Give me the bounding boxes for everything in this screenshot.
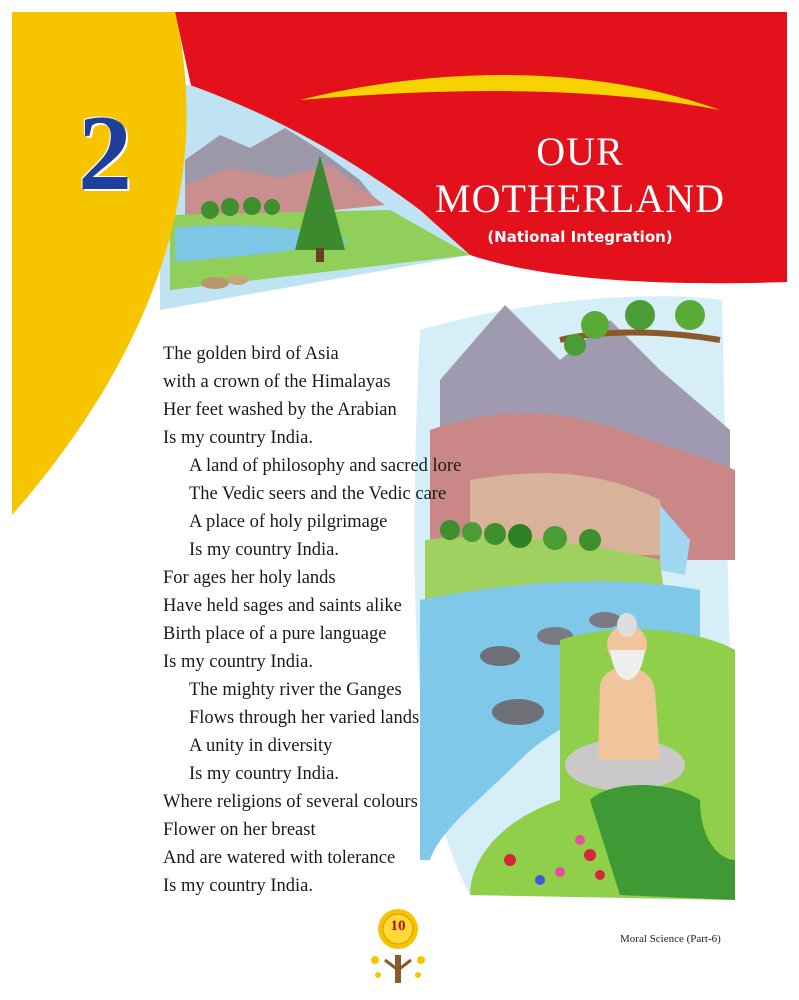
side-yellow-panel [12,12,187,515]
poem-line: with a crown of the Himalayas [163,372,391,392]
poem-line: Flows through her varied lands [189,708,420,728]
chapter-number: 2 [78,94,132,213]
poem-line: Have held sages and saints alike [163,596,402,616]
poem-line: Flower on her breast [163,820,316,840]
poem-line: Is my country India. [163,876,314,896]
poem-line: Where religions of several colours [163,792,418,812]
poem-line: Her feet washed by the Arabian [163,400,397,420]
poem-line: A land of philosophy and sacred lore [189,456,462,476]
book-title-footer: Moral Science (Part-6) [620,933,721,945]
page-number: 10 [390,918,406,934]
poem-line: Is my country India. [189,540,340,560]
poem [163,340,461,900]
poem-line: The Vedic seers and the Vedic care [189,484,447,504]
poem-line: Is my country India. [189,764,340,784]
chapter-title-block [420,130,740,246]
poem-line: Is my country India. [163,652,314,672]
poem-line: The golden bird of Asia [163,344,339,364]
poem-line: A place of holy pilgrimage [189,512,388,532]
chapter-subtitle: (National Integration) [487,228,673,246]
poem-line: For ages her holy lands [163,568,336,588]
sage-illustration [414,296,735,900]
poem-line: Is my country India. [163,428,314,448]
poem-line: And are watered with tolerance [163,848,396,868]
poem-line: A unity in diversity [189,736,333,756]
poem-line: The mighty river the Ganges [189,680,402,700]
poem-line: Birth place of a pure language [163,624,387,644]
chapter-title-line-1: OUR [536,129,624,174]
chapter-title-line-2: MOTHERLAND [435,176,725,221]
